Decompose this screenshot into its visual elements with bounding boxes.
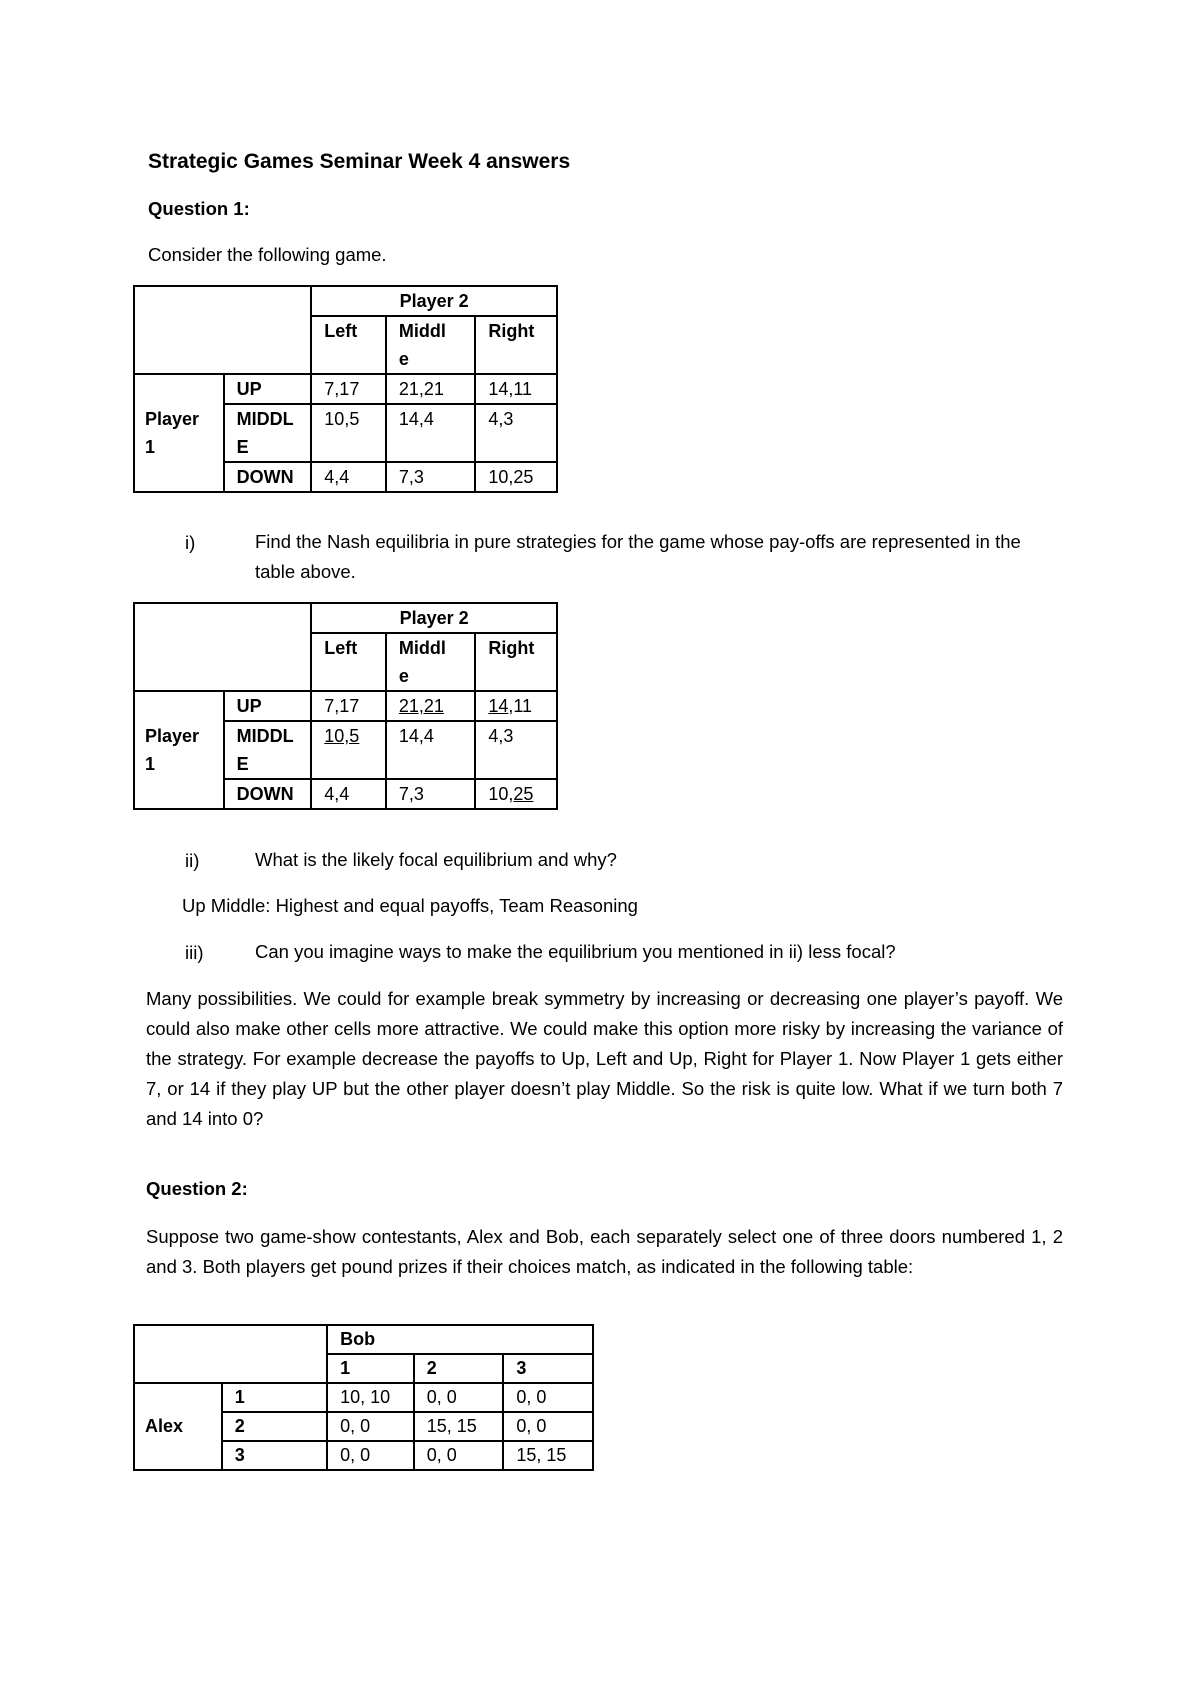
part-iii-number: iii) [185,942,204,963]
payoff-cell: 0, 0 [503,1383,593,1412]
row-header: UP [224,374,312,404]
col-header: 2 [414,1354,504,1383]
door-payoff-table [133,1324,594,1471]
part-iii-answer: Many possibilities. We could for example break symmetry by increasing or decreasing one player’s payoff. We could also make other cells more attractive. We could make this option more risky by increasing the variance of the strategy. For example decrease the payoffs to Up, Left and Up, Right for Player 1. Now Player 1 gets either 7, or 14 if they play UP but the other player doesn’t play Middle. So the risk is quite low. What if we turn both 7 and 14 into 0? [146,988,1063,1129]
question-1-intro: Consider the following game. [148,244,387,265]
payoff-cell: 0, 0 [327,1412,414,1441]
col-player-label: Bob [327,1325,593,1354]
row-player-label: Alex [134,1383,222,1470]
col-header: Left [311,633,386,691]
game-table-1 [133,285,558,493]
payoff-cell: 10, 10 [327,1383,414,1412]
payoff-cell: 7,3 [386,779,476,809]
payoff-cell: 14,4 [386,721,476,779]
row-player-label: Player 1 [134,691,224,809]
col-player-label: Player 2 [311,286,557,316]
row-header: DOWN [224,779,312,809]
col-header: Middl e [386,633,476,691]
payoff-cell: 0, 0 [327,1441,414,1470]
part-i-number: i) [185,532,196,553]
payoff-cell: 14,11 [475,374,557,404]
col-header: Right [475,316,557,374]
payoff-cell: 0, 0 [414,1383,504,1412]
payoff-cell: 7,17 [311,691,386,721]
col-header: Right [475,633,557,691]
payoff-cell: 14,4 [386,404,475,462]
part-iii-text: Can you imagine ways to make the equilibrium you mentioned in ii) less focal? [255,941,896,962]
payoff-cell-best-response: 21,21 [386,691,476,721]
payoff-cell: 0, 0 [414,1441,504,1470]
payoff-cell: 7,3 [386,462,475,492]
payoff-cell: 7,17 [311,374,386,404]
payoff-cell: 10,5 [311,404,386,462]
row-header: MIDDL E [224,721,312,779]
col-header: Middl e [386,316,475,374]
col-header: Left [311,316,386,374]
question-1-heading: Question 1: [148,198,250,219]
table-corner [134,603,311,691]
payoff-cell: 10,25 [475,462,557,492]
question-2-heading: Question 2: [146,1178,248,1199]
row-header: UP [224,691,312,721]
payoff-cell: 4,3 [475,721,557,779]
part-ii-answer: Up Middle: Highest and equal payoffs, Team Reasoning [182,895,638,916]
part-ii-number: ii) [185,850,200,871]
payoff-cell: 15, 15 [414,1412,504,1441]
question-2-text: Suppose two game-show contestants, Alex and Bob, each separately select one of three doors numbered 1, 2 and 3. Both players get pound prizes if their choices match, as indicated in the following table: [146,1226,1063,1277]
payoff-cell: 4,4 [311,462,386,492]
col-player-label: Player 2 [311,603,557,633]
row-header: 1 [222,1383,327,1412]
table-corner [134,286,311,374]
part-i-text: Find the Nash equilibria in pure strategies for the game whose pay-offs are represented in the table above. [255,531,1021,582]
payoff-cell-best-response: 14,11 [475,691,557,721]
row-header: MIDDL E [224,404,312,462]
document-title: Strategic Games Seminar Week 4 answers [148,150,571,173]
row-header: DOWN [224,462,312,492]
game-table-2-answer [133,602,558,810]
col-header: 1 [327,1354,414,1383]
payoff-cell: 4,3 [475,404,557,462]
payoff-cell: 15, 15 [503,1441,593,1470]
col-header: 3 [503,1354,593,1383]
payoff-cell-best-response: 10,25 [475,779,557,809]
payoff-cell: 4,4 [311,779,386,809]
part-ii-text: What is the likely focal equilibrium and why? [255,849,617,870]
payoff-cell-best-response: 10,5 [311,721,386,779]
row-header: 3 [222,1441,327,1470]
row-player-label: Player 1 [134,374,224,492]
payoff-cell: 21,21 [386,374,475,404]
row-header: 2 [222,1412,327,1441]
table-corner [134,1325,327,1383]
payoff-cell: 0, 0 [503,1412,593,1441]
